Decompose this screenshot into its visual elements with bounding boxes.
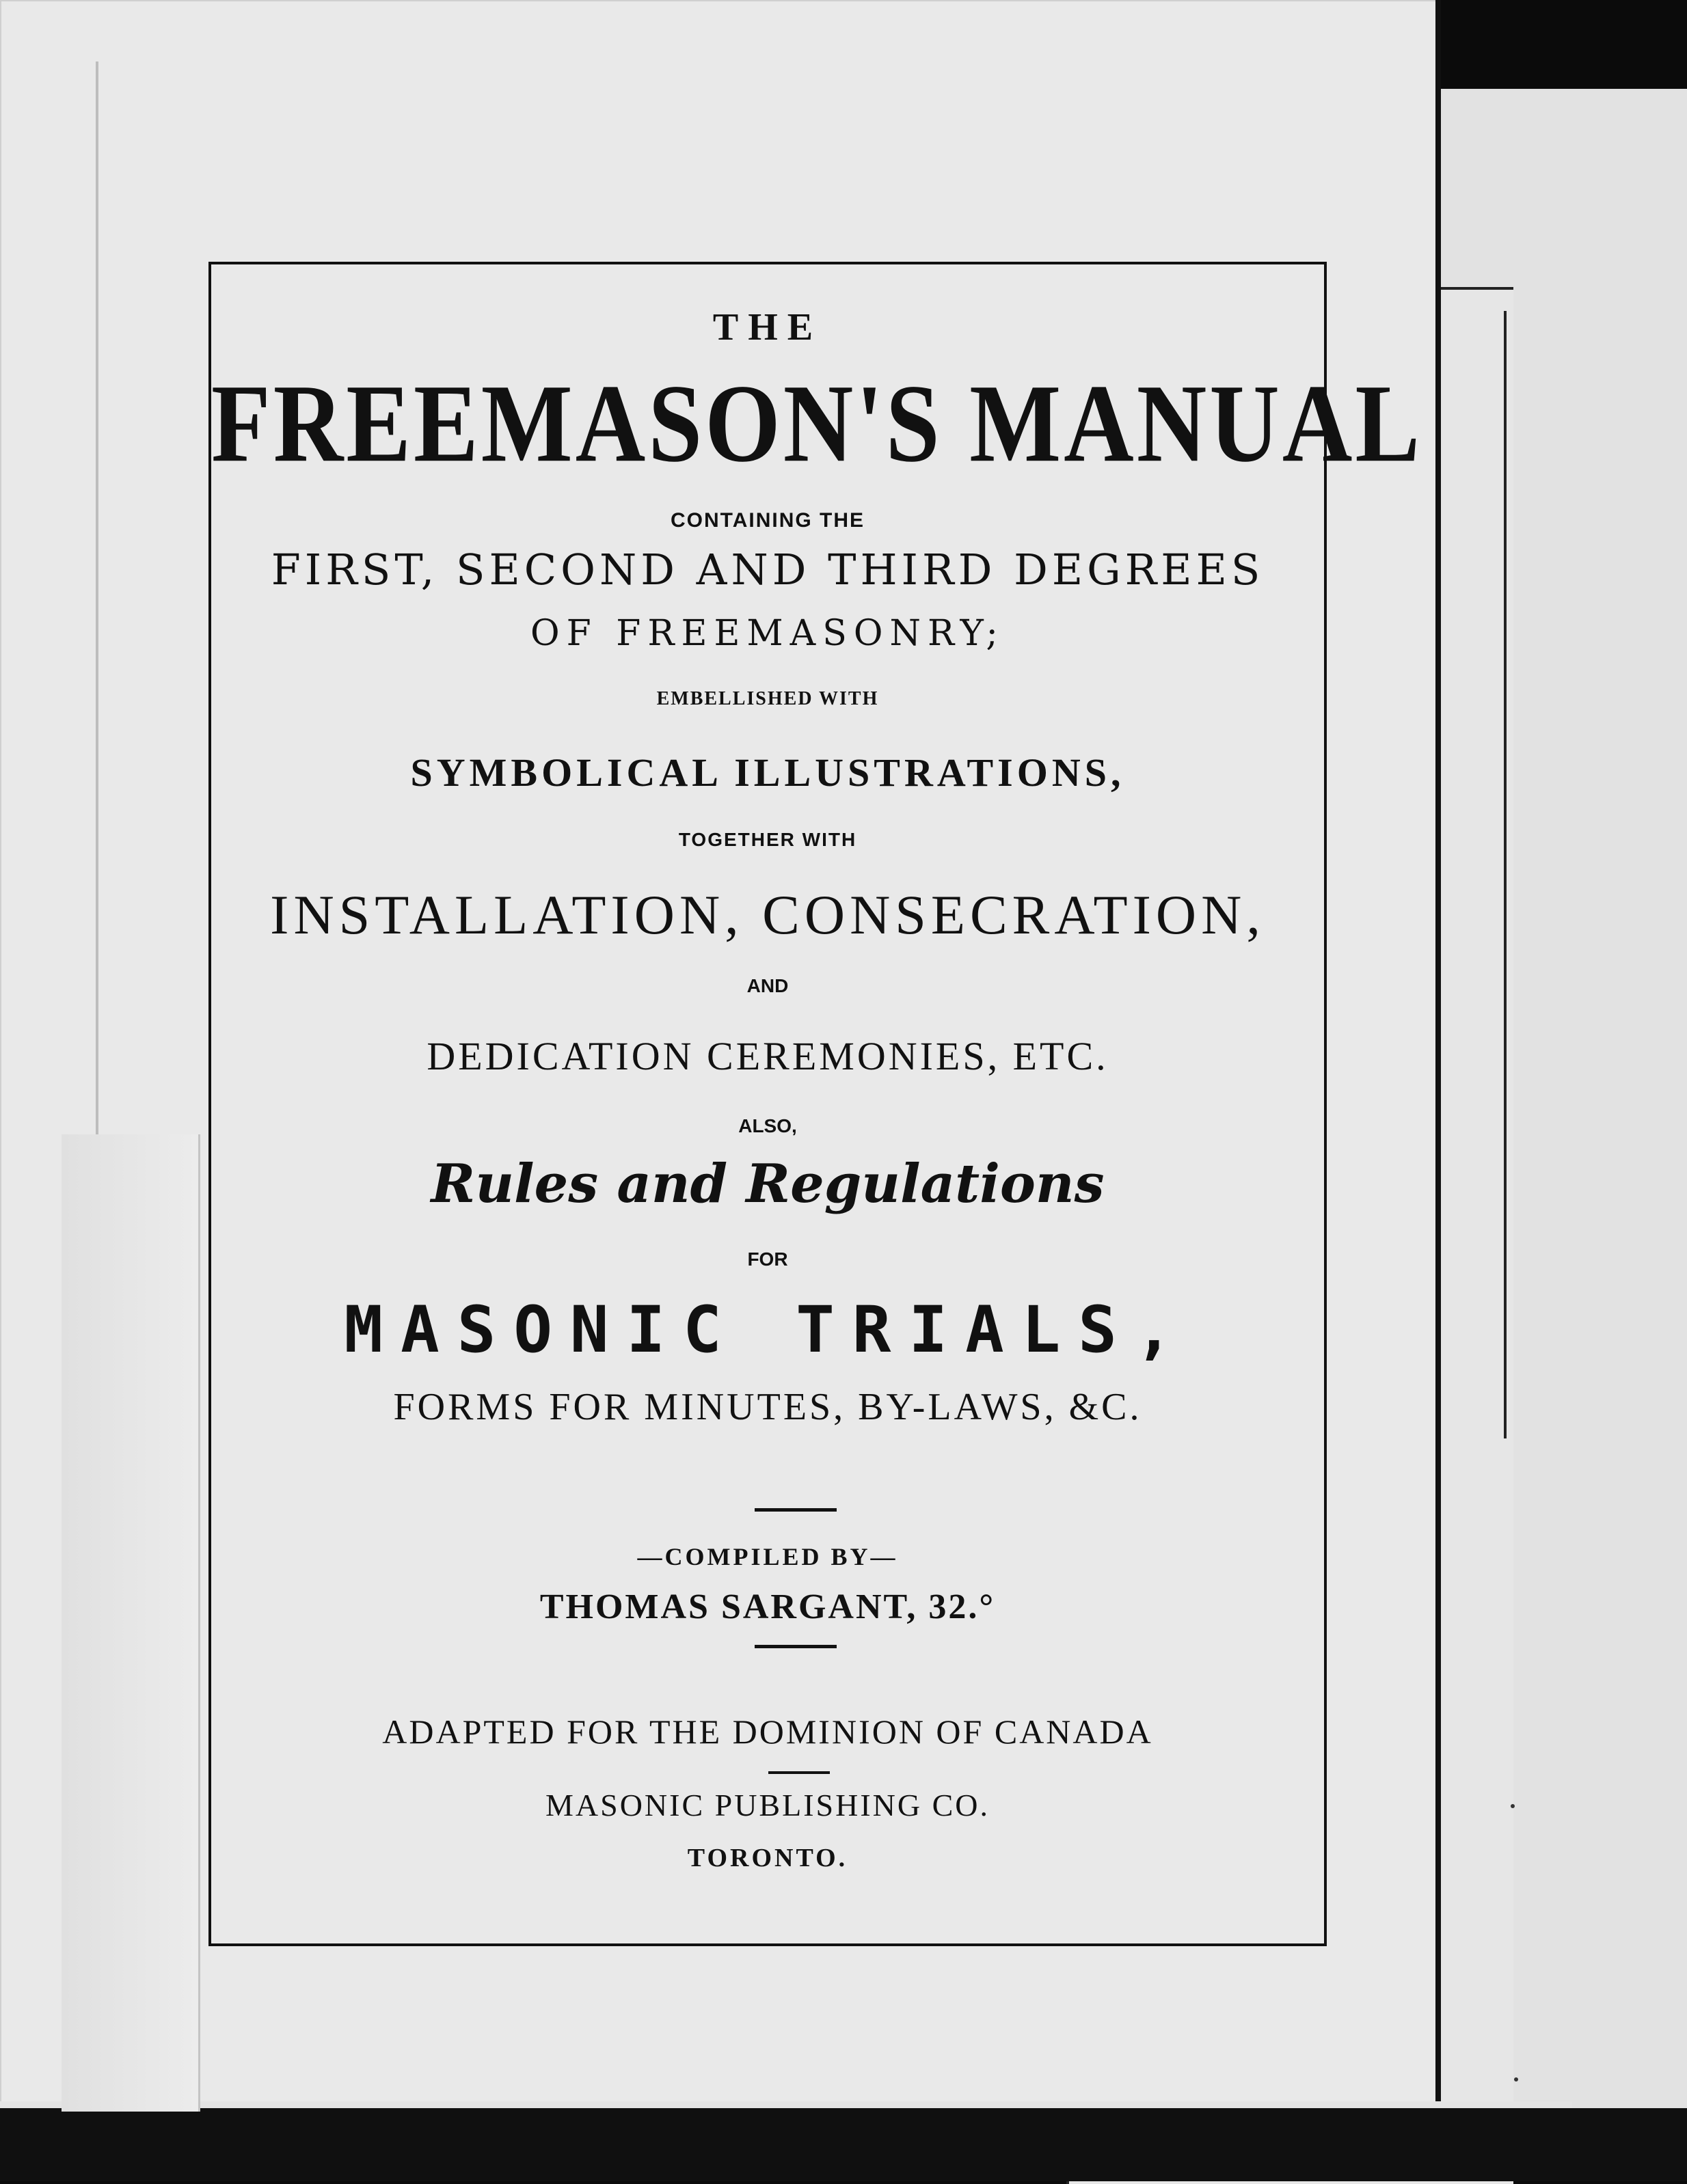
together-line: TOGETHER WITH [678,829,857,850]
masonic-trials-line: MASONIC TRIALS, [344,1293,1191,1367]
book-title: FREEMASON'S MANUAL [211,361,1423,485]
title-frame [208,262,1423,1946]
compiled-by-line: —COMPILED BY— [637,1543,898,1570]
page-edge [1435,0,1441,2181]
embellished-line: EMBELLISHED WITH [656,688,879,709]
freemasonry-line: OF FREEMASONRY; [530,613,1005,654]
and-line: AND [746,975,789,996]
dust-speck [1511,1804,1515,1808]
forms-line: FORMS FOR MINUTES, BY-LAWS, &C. [393,1386,1142,1428]
divider-rule [755,1645,837,1648]
divider-rule [768,1771,830,1774]
adapted-line: ADAPTED FOR THE DOMINION OF CANADA [382,1712,1153,1751]
scanner-background [0,2108,1687,2181]
dedication-line: DEDICATION CEREMONIES, ETC. [427,1034,1109,1078]
title-the: THE [712,306,823,349]
degrees-line: FIRST, SECOND AND THIRD DEGREES [271,545,1265,595]
symbolical-line: SYMBOLICAL ILLUSTRATIONS, [410,750,1125,795]
dust-speck [1514,2077,1518,2081]
publisher-line: MASONIC PUBLISHING CO. [545,1788,990,1823]
compiler-name: THOMAS SARGANT, 32.° [539,1587,996,1626]
rules-line: Rules and Regulations [431,1153,1105,1215]
city-line: TORONTO. [687,1844,848,1872]
containing-line: CONTAINING THE [670,509,865,532]
divider-rule [755,1508,837,1512]
torn-edge [62,1134,200,2112]
installation-line: INSTALLATION, CONSECRATION, [270,884,1265,946]
also-line: ALSO, [738,1115,797,1136]
for-line: FOR [747,1248,788,1270]
